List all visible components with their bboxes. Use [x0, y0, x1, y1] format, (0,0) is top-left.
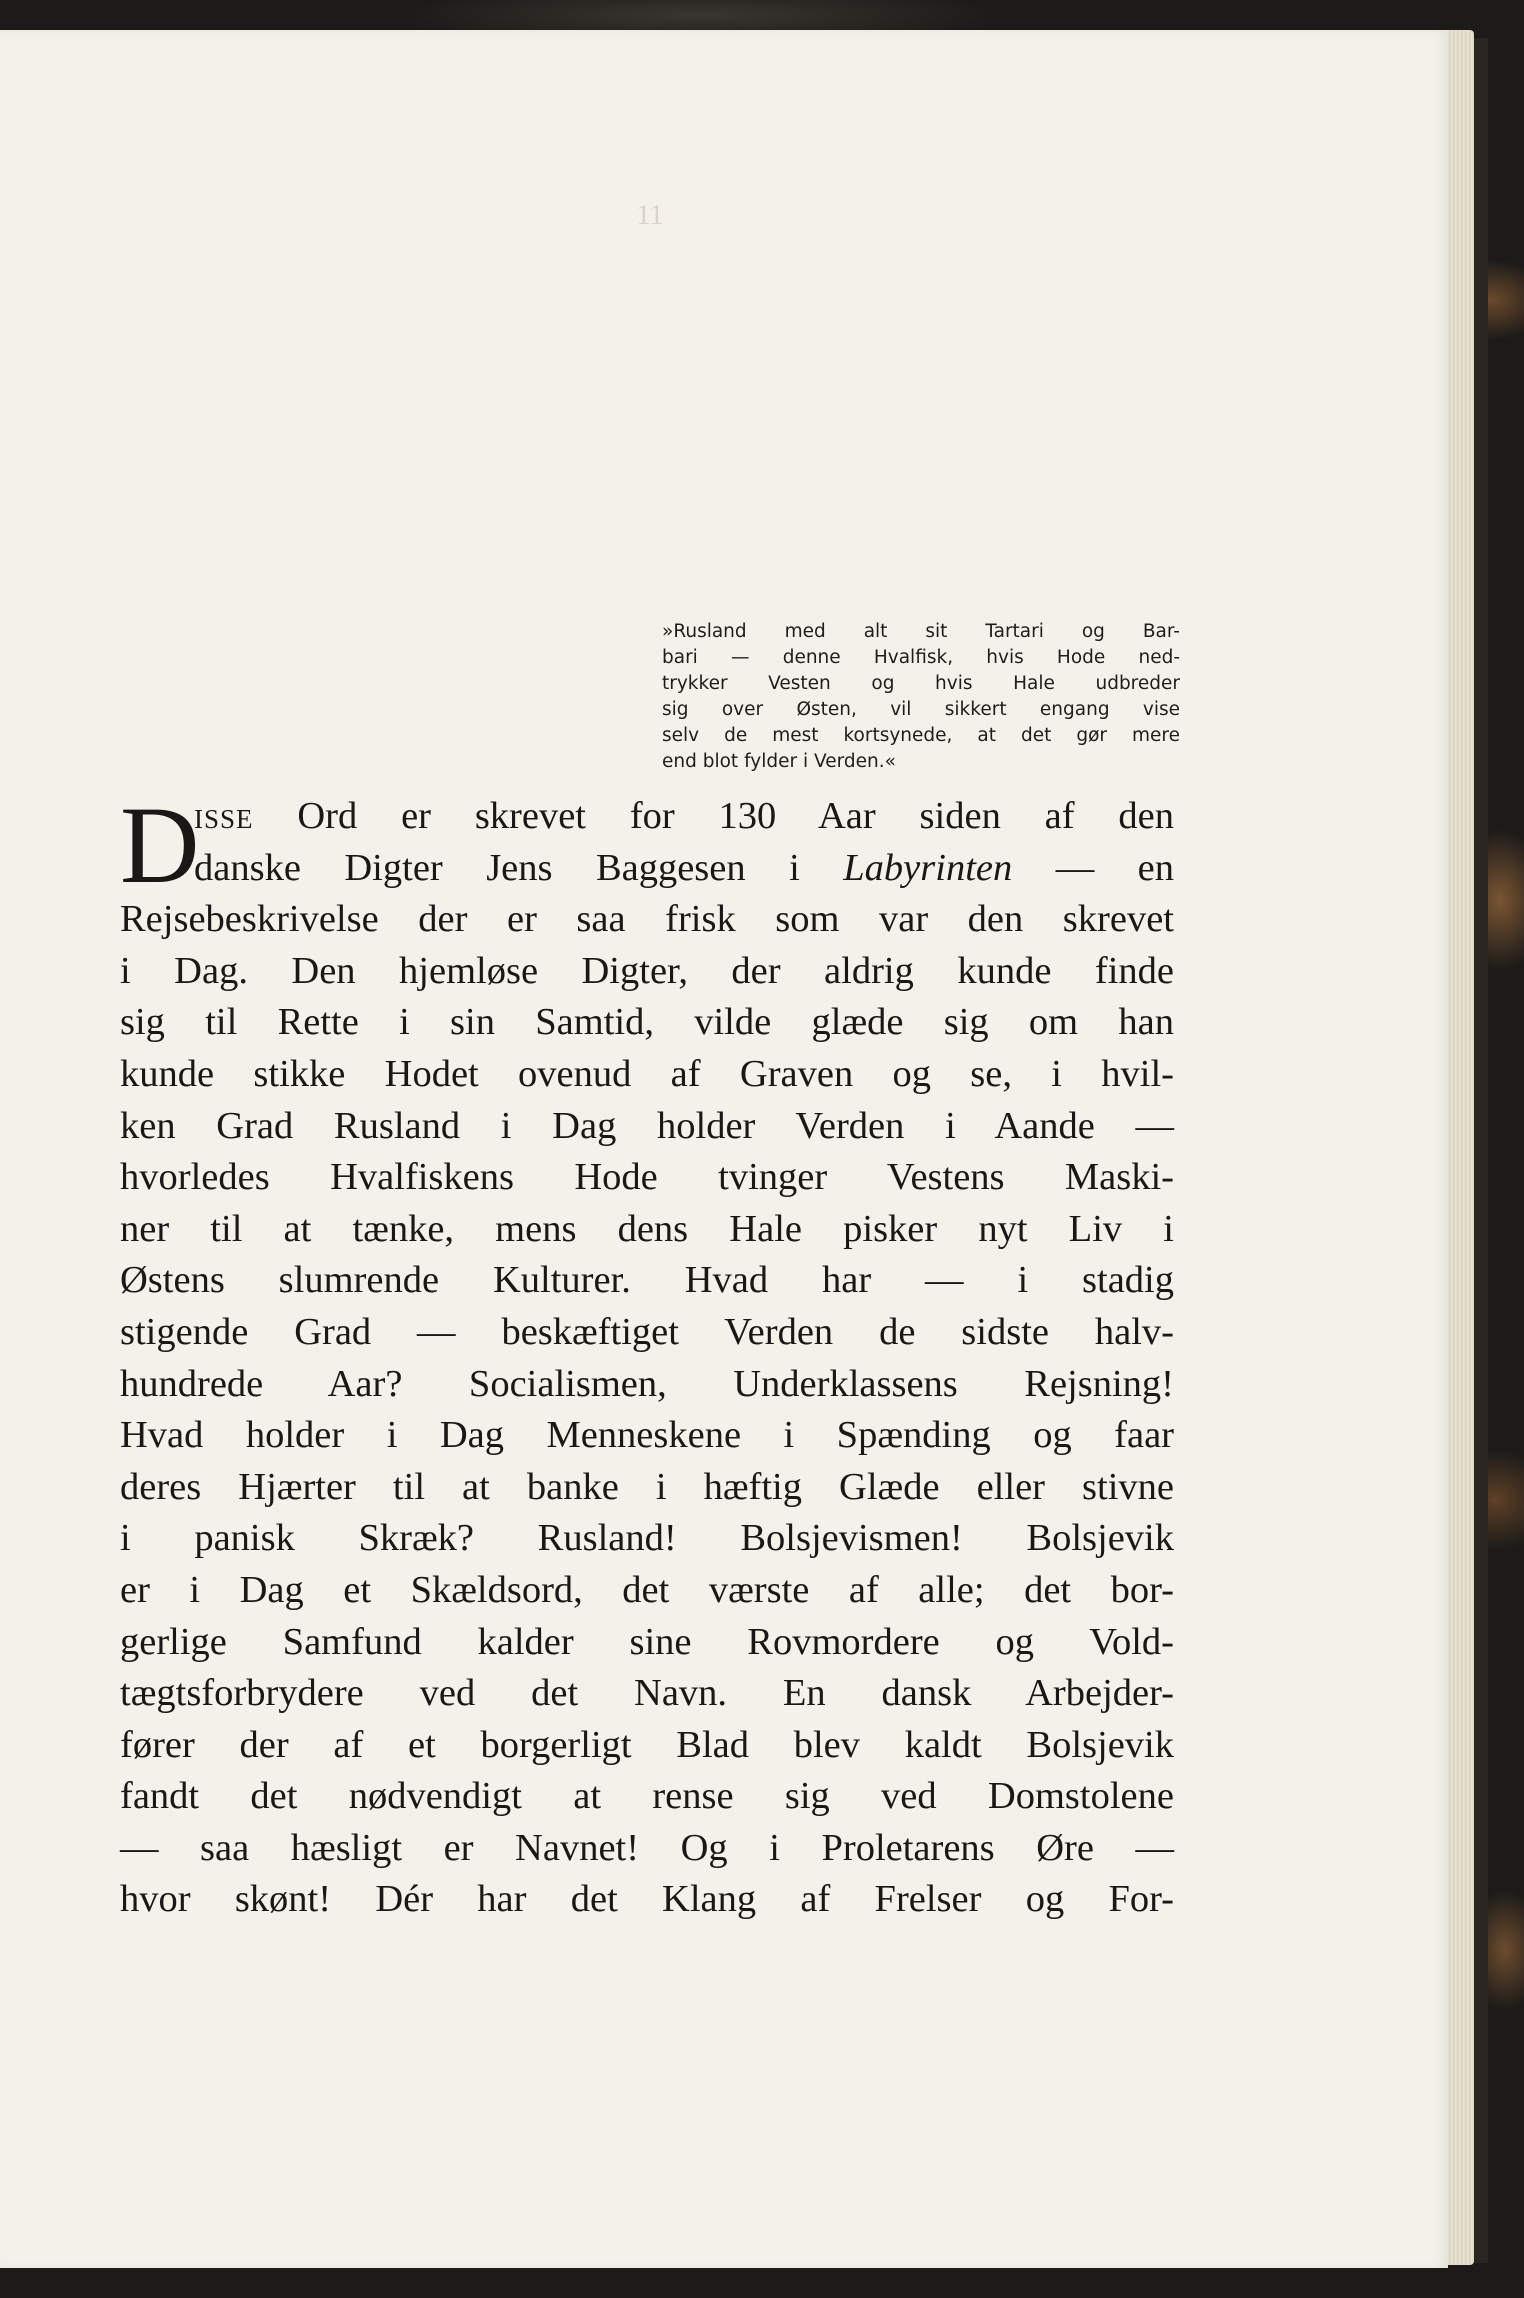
book-cover-edge — [1474, 38, 1488, 2263]
body-line: i panisk Skræk? Rusland! Bolsjevismen! Bolsjevik — [120, 1517, 1174, 1560]
body-line-1 — [120, 791, 1174, 843]
book-page — [0, 30, 1448, 2268]
epigraph-line: trykker Vesten og hvis Hale udbreder — [662, 673, 1180, 694]
body-line: Rejsebeskrivelse der er saa frisk som var den skrevet — [120, 898, 1174, 941]
epigraph — [662, 619, 1180, 775]
epigraph-line: »Rusland med alt sit Tartari og Bar- — [662, 621, 1180, 642]
drop-cap: D — [120, 784, 200, 906]
body-line-2 — [120, 843, 1174, 895]
epigraph-line: sig over Østen, vil sikkert engang vise — [662, 699, 1180, 720]
body-line: fandt det nødvendigt at rense sig ved Domstolene — [120, 1775, 1174, 1818]
second-line-before: danske Digter Jens Baggesen i — [194, 846, 844, 889]
body-line: Østens slumrende Kulturer. Hvad har — i stadig — [120, 1259, 1174, 1302]
body-line: sig til Rette i sin Samtid, vilde glæde sig om han — [120, 1001, 1174, 1044]
body-line: ken Grad Rusland i Dag holder Verden i Aande — — [120, 1104, 1174, 1147]
body-line: stigende Grad — beskæftiget Verden de sidste halv- — [120, 1310, 1174, 1353]
body-line: hundrede Aar? Socialismen, Underklassens Rejsning! — [120, 1362, 1174, 1405]
smallcaps-lead: isse — [194, 795, 254, 837]
body-line: deres Hjærter til at banke i hæftig Glæde eller stivne — [120, 1465, 1174, 1508]
first-line-rest: Ord er skrevet for 130 Aar siden af den — [253, 795, 1174, 837]
body-line: i Dag. Den hjemløse Digter, der aldrig kunde finde — [120, 949, 1174, 992]
body-line: gerlige Samfund kalder sine Rovmordere og Vold- — [120, 1620, 1174, 1663]
body-line: hvorledes Hvalfiskens Hode tvinger Vestens Maski- — [120, 1156, 1174, 1199]
body-line: ner til at tænke, mens dens Hale pisker nyt Liv i — [120, 1207, 1174, 1250]
epigraph-line: end blot fylder i Verden.« — [662, 751, 896, 772]
body-line: fører der af et borgerligt Blad blev kaldt Bolsjevik — [120, 1723, 1174, 1766]
body-text — [120, 784, 1174, 1926]
body-line: hvor skønt! Dér har det Klang af Frelser og For- — [120, 1878, 1174, 1921]
epigraph-line: bari — denne Hvalfisk, hvis Hode ned- — [662, 647, 1180, 668]
epigraph-line: selv de mest kortsynede, at det gør mere — [662, 725, 1180, 746]
second-line-after: — en — [1012, 846, 1174, 889]
page-number: 11 — [636, 200, 664, 231]
body-line: Hvad holder i Dag Menneskene i Spænding og faar — [120, 1414, 1174, 1457]
book-title-italic: Labyrinten — [843, 846, 1013, 889]
body-line: tægtsforbrydere ved det Navn. En dansk Arbejder- — [120, 1672, 1174, 1715]
body-line: er i Dag et Skældsord, det værste af alle; det bor- — [120, 1568, 1174, 1611]
body-line: — saa hæsligt er Navnet! Og i Proletarens Øre — — [120, 1826, 1174, 1869]
body-line: kunde stikke Hodet ovenud af Graven og se, i hvil- — [120, 1052, 1174, 1095]
